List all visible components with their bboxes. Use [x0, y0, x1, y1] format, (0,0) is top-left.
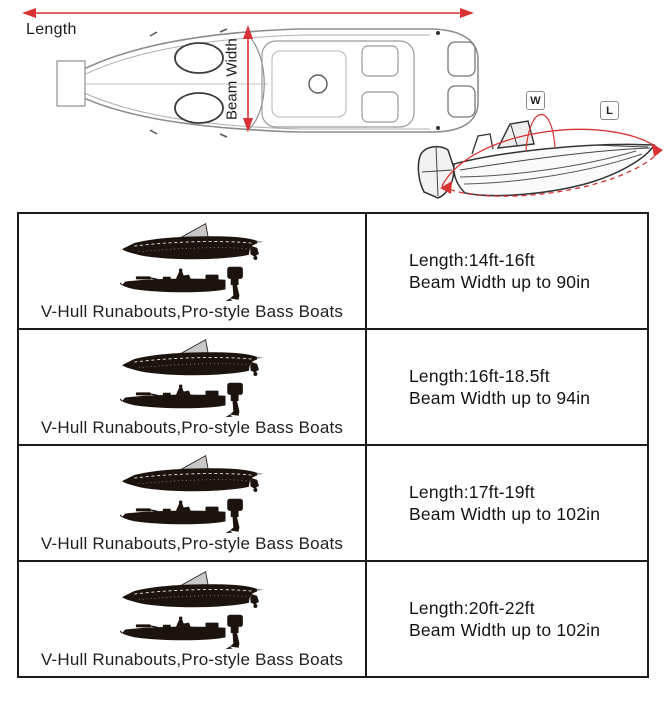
size-table	[17, 212, 649, 678]
beam-width-text: Beam Width up to 102in	[409, 620, 601, 640]
boat-types-caption: V-Hull Runabouts,Pro-style Bass Boats	[40, 650, 344, 669]
boat-images-cell	[19, 446, 365, 560]
size-text-cell	[365, 446, 647, 560]
size-row-1	[19, 214, 647, 328]
boat-types-caption: V-Hull Runabouts,Pro-style Bass Boats	[40, 534, 344, 553]
v-hull-runabout-silhouette	[106, 569, 278, 613]
beam-width-text: Beam Width up to 94in	[409, 388, 591, 408]
length-range-text: Length:20ft-22ft	[409, 598, 535, 618]
size-row-4	[19, 560, 647, 676]
boat-types-caption: V-Hull Runabouts,Pro-style Bass Boats	[40, 302, 344, 321]
boat-types-caption: V-Hull Runabouts,Pro-style Bass Boats	[40, 418, 344, 437]
boat-images-cell	[19, 214, 365, 328]
size-text-cell	[365, 214, 647, 328]
pro-style-bass-boat-silhouette	[106, 613, 278, 650]
size-row-2	[19, 328, 647, 444]
length-arrow	[22, 8, 474, 18]
v-hull-runabout-silhouette	[106, 453, 278, 497]
pro-style-bass-boat-silhouette	[106, 381, 278, 418]
boat-images-cell	[19, 330, 365, 444]
length-range-text: Length:16ft-18.5ft	[409, 366, 550, 386]
pro-style-bass-boat-silhouette	[106, 265, 278, 302]
length-range-text: Length:14ft-16ft	[409, 250, 535, 270]
beam-width-text: Beam Width up to 102in	[409, 504, 601, 524]
length-badge: L	[600, 101, 619, 120]
length-range-text: Length:17ft-19ft	[409, 482, 535, 502]
size-row-3	[19, 444, 647, 560]
v-hull-runabout-silhouette	[106, 221, 278, 265]
width-badge: W	[526, 91, 545, 110]
length-label: Length	[26, 21, 77, 38]
pro-style-bass-boat-silhouette	[106, 497, 278, 534]
beam-width-text: Beam Width up to 90in	[409, 272, 591, 292]
v-hull-runabout-silhouette	[106, 337, 278, 381]
size-text-cell	[365, 562, 647, 676]
beam-width-label: Beam Width	[223, 38, 241, 120]
boat-images-cell	[19, 562, 365, 676]
size-text-cell	[365, 330, 647, 444]
